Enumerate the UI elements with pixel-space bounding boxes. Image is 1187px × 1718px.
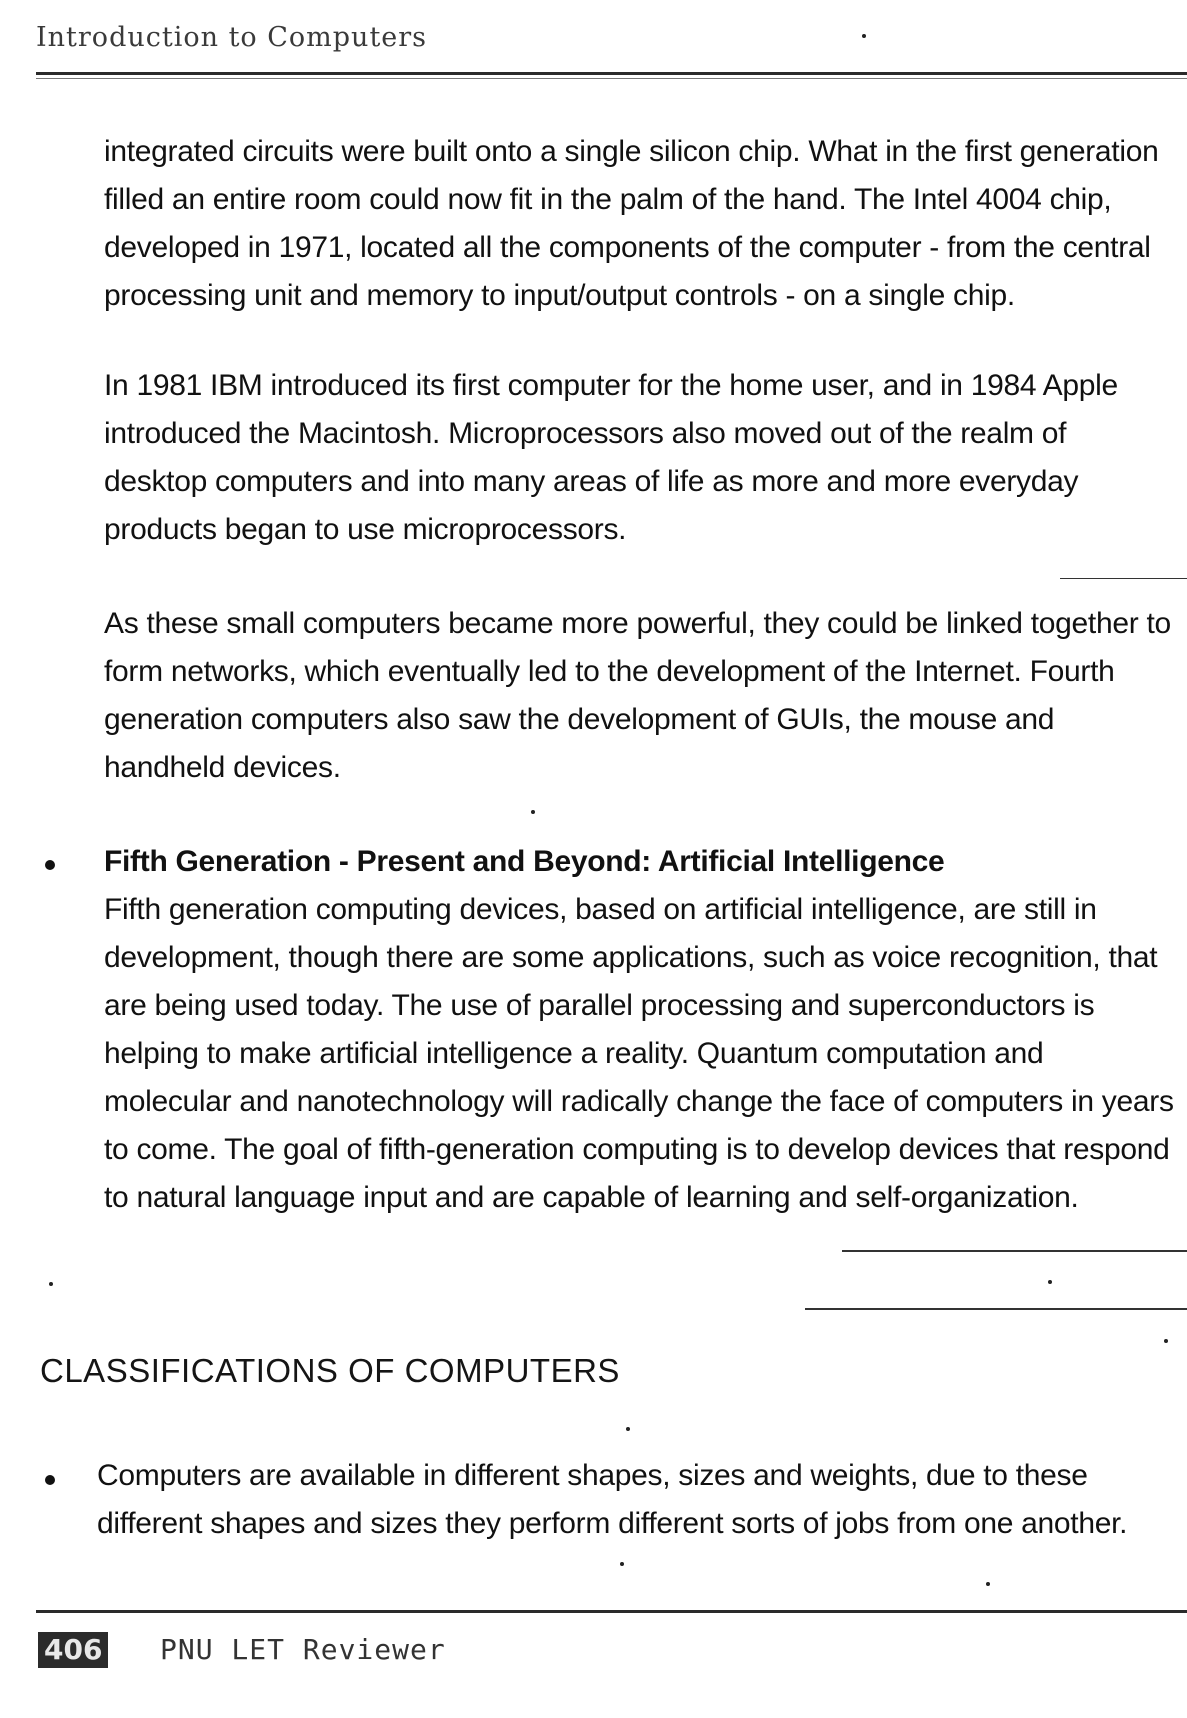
section-heading: CLASSIFICATIONS OF COMPUTERS (40, 1352, 620, 1389)
scan-artifact-line (842, 1250, 1187, 1252)
scan-speck (531, 810, 535, 814)
scan-artifact-line (1060, 578, 1187, 579)
header-rule-thin (36, 78, 1187, 79)
scan-speck (862, 34, 866, 38)
paragraph-ibm-apple (104, 362, 1174, 554)
fifth-generation-section (104, 838, 1174, 1222)
scan-speck (1048, 1280, 1052, 1284)
page-number-badge: 406 (38, 1632, 108, 1668)
bullet-dot (45, 860, 55, 870)
footer-title: PNU LET Reviewer (160, 1633, 446, 1666)
paragraph-integrated-circuits (104, 128, 1174, 320)
paragraph-networks (104, 600, 1174, 792)
scan-speck (49, 1282, 53, 1286)
header-rule (36, 72, 1187, 75)
paragraph-text: As these small computers became more powerful, they could be linked together to form networks, which eventually led to the development of the Internet. Fourth generation computers also saw the development of GUIs, the mouse and handheld devices. (104, 607, 1171, 784)
bullet-dot (45, 1475, 55, 1485)
paragraph-text: integrated circuits were built onto a single silicon chip. What in the first generation filled an entire room could now fit in the palm of the hand. The Intel 4004 chip, developed in 1971, located all the components of the computer - from the central processing unit and memory to input/output controls - on a single chip. (104, 135, 1159, 312)
footer-rule (36, 1610, 1187, 1613)
classifications-bullet (97, 1452, 1172, 1548)
fifth-generation-body: Fifth generation computing devices, based on artificial intelligence, are still in development, though there are some applications, such as voice recognition, that are being used today. The use of parallel processing and superconductors is helping to make artificial intelligence a reality. Quantum computation and molecular and nanotechnology will radically change the face of computers in years to come. The goal of fifth-generation computing is to develop devices that respond to natural language input and are capable of learning and self-organization. (104, 893, 1174, 1214)
paragraph-text: In 1981 IBM introduced its first computer for the home user, and in 1984 Apple introduced the Macintosh. Microprocessors also moved out of the realm of desktop computers and into many areas of life as more and more everyday products began to use microprocessors. (104, 369, 1118, 546)
scan-speck (620, 1562, 624, 1566)
scan-artifact-line (805, 1308, 1187, 1310)
scan-speck (986, 1582, 990, 1586)
running-header: Introduction to Computers (36, 22, 428, 53)
scan-speck (1164, 1339, 1168, 1343)
scan-speck (626, 1427, 630, 1431)
fifth-generation-heading: Fifth Generation - Present and Beyond: Artificial Intelligence (104, 845, 945, 878)
bullet-text: Computers are available in different shapes, sizes and weights, due to these different shapes and sizes they perform different sorts of jobs from one another. (97, 1459, 1128, 1540)
